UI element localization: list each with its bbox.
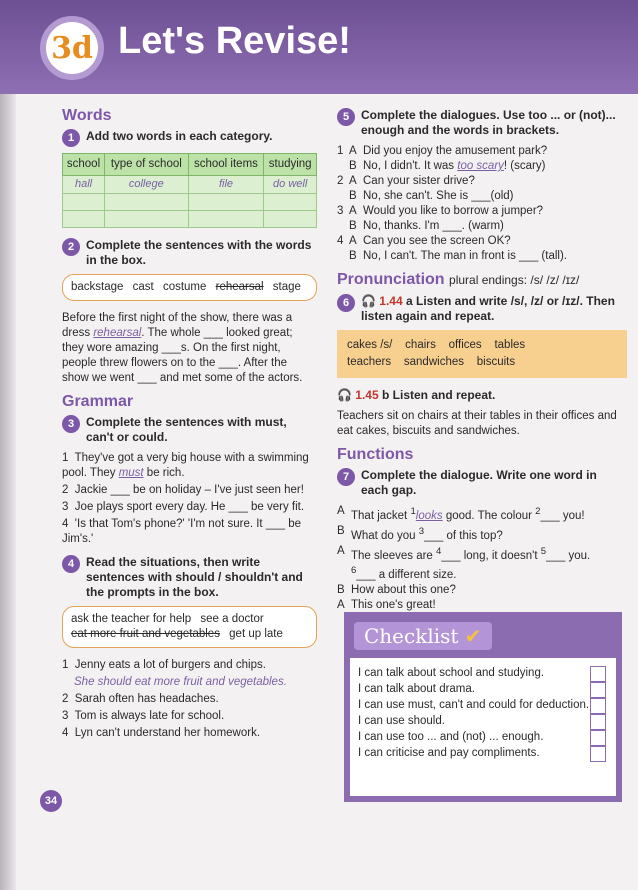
exercise-number: 4	[62, 555, 80, 573]
table-cell[interactable]	[188, 211, 264, 228]
exercise-number: 7	[337, 468, 355, 486]
functions-heading: Functions	[337, 446, 414, 463]
table-cell: do well	[264, 176, 317, 194]
table-cell[interactable]	[264, 194, 317, 211]
grammar-heading: Grammar	[62, 393, 134, 410]
checkbox[interactable]	[590, 730, 606, 746]
checkbox[interactable]	[590, 698, 606, 714]
table-header: school items	[188, 154, 264, 176]
exercise-4-instruction: 4 Read the situations, then write sentences with should / shouldn't and the prompts in the box.	[62, 555, 317, 600]
checkbox[interactable]	[590, 666, 606, 682]
list-item: 3 Joe plays sport every day. He ___ be very fit.	[62, 501, 305, 513]
table-cell[interactable]	[105, 194, 189, 211]
checkbox[interactable]	[590, 682, 606, 698]
pronunciation-heading: Pronunciation plural endings: /s/ /z/ /ɪz/	[337, 271, 580, 288]
dialogue-line: B No, she can't. She is ___(old)	[349, 190, 514, 202]
checklist-item: I can use must, can't and could for deduction.	[358, 698, 616, 714]
table-header: studying	[264, 154, 317, 176]
dialogue-line: $^6$___ a different size.	[351, 565, 457, 582]
dialogue-line: B No, I can't. The man in front is ___ (tall).	[349, 250, 567, 262]
exercise-6a-instruction: 6 🎧 1.44 a Listen and write /s/, /z/ or /ɪz/. Then listen again and repeat.	[337, 294, 627, 324]
list-item: 4 Lyn can't understand her homework.	[62, 727, 261, 739]
exercise-number: 6	[337, 294, 355, 312]
dialogue-line: 1 A Did you enjoy the amusement park?	[337, 145, 548, 157]
headphones-icon[interactable]: 🎧	[337, 388, 352, 402]
category-table	[62, 153, 317, 228]
table-cell: college	[105, 176, 189, 194]
page-number: 34	[40, 790, 62, 812]
table-cell[interactable]	[63, 211, 105, 228]
list-item: 2 Sarah often has headaches.	[62, 693, 219, 705]
dialogue-line: B How about this one?	[337, 584, 456, 597]
dialogue-line: 4 A Can you see the screen OK?	[337, 235, 511, 247]
checkmark-icon: ✔	[464, 624, 482, 648]
exercise-2-text: Before the first night of the show, there was a dress rehearsal. The whole ___ looked great; they wore amazing ___s. On the first night, people threw flowers on to the ___. After the show we went ___ and met some of the actors.	[62, 312, 303, 384]
exercise-5-dialogues	[337, 144, 627, 264]
word-box-item: cast	[132, 281, 154, 293]
table-cell: hall	[63, 176, 105, 194]
table-header: school	[63, 154, 105, 176]
prompt-item: eat more fruit and vegetables	[71, 628, 220, 640]
dialogue-line: 2 A Can your sister drive?	[337, 175, 475, 187]
dialogue-line: A This one's great!	[337, 599, 436, 612]
list-item: She should eat more fruit and vegetables.	[74, 676, 287, 688]
table-cell[interactable]	[264, 211, 317, 228]
word-box-item: costume	[162, 281, 207, 293]
dialogue-line: B No, thanks. I'm ___. (warm)	[349, 220, 504, 232]
checkbox[interactable]	[590, 746, 606, 762]
prompt-box	[62, 606, 317, 648]
checklist-item: I can talk about school and studying.	[358, 666, 616, 682]
header-banner	[0, 0, 638, 94]
checklist-item: I can talk about drama.	[358, 682, 616, 698]
table-cell[interactable]	[188, 194, 264, 211]
exercise-7-instruction: 7 Complete the dialogue. Write one word in each gap.	[337, 468, 627, 498]
dialogue-line: A The sleeves are $^4$___ long, it doesn't $^5$___ you.	[337, 544, 591, 562]
exercise-6b-instruction: 🎧 1.45 b Listen and repeat.	[337, 388, 496, 402]
exercise-number: 3	[62, 415, 80, 433]
prompt-item: ask the teacher for help	[71, 613, 192, 625]
checklist-panel	[344, 612, 622, 802]
word-box	[62, 274, 317, 301]
checklist-title: Checklist ✔	[354, 622, 492, 650]
exercise-3-instruction: 3 Complete the sentences with must, can't or could.	[62, 415, 317, 445]
table-cell: file	[188, 176, 264, 194]
dialogue-line: B No, I didn't. It was too scary! (scary)	[349, 160, 546, 172]
word-box-item: stage	[272, 281, 301, 293]
words-heading: Words	[62, 107, 112, 124]
checklist-item: I can criticise and pay compliments.	[358, 746, 616, 762]
prompt-item: see a doctor	[200, 613, 264, 625]
checklist-items	[350, 658, 616, 796]
left-column	[62, 108, 317, 749]
list-item: 2 Jackie ___ be on holiday – I've just seen her!	[62, 484, 304, 496]
right-column	[337, 108, 627, 621]
list-item: 1 They've got a very big house with a swimming pool. They must be rich.	[62, 452, 309, 479]
page-title: Let's Revise!	[118, 20, 351, 62]
list-item: 1 Jenny eats a lot of burgers and chips.	[62, 659, 266, 671]
pronunciation-text: Teachers sit on chairs at their tables in their offices and eat cakes, biscuits and sandwiches.	[337, 410, 617, 437]
dialogue-line: B What do you $^3$___ of this top?	[337, 524, 503, 542]
word-box-item: rehearsal	[215, 281, 264, 293]
word-box-item: backstage	[71, 281, 124, 293]
exercise-4-list	[62, 658, 317, 741]
checklist-item: I can use too ... and (not) ... enough.	[358, 730, 616, 746]
exercise-5-instruction: 5 Complete the dialogues. Use too ... or (not)... enough and the words in brackets.	[337, 108, 627, 138]
exercise-7-dialogue	[337, 504, 627, 613]
dialogue-line: A That jacket $^1$looks good. The colour $^2$___ you!	[337, 505, 585, 522]
exercise-2-instruction: 2 Complete the sentences with the words in the box.	[62, 238, 317, 268]
checkbox[interactable]	[590, 714, 606, 730]
checklist-item: I can use should.	[358, 714, 616, 730]
exercise-number: 1	[62, 129, 80, 147]
exercise-1-instruction: 1 Add two words in each category.	[62, 129, 317, 147]
exercise-number: 2	[62, 238, 80, 256]
list-item: 3 Tom is always late for school.	[62, 710, 225, 722]
list-item: 4 'Is that Tom's phone?' 'I'm not sure. It ___ be Jim's.'	[62, 518, 302, 545]
pronunciation-box: cakes /s/ chairs offices tables teachers sandwiches biscuits	[337, 330, 627, 378]
unit-badge: 3d	[40, 16, 104, 80]
prompt-item: get up late	[229, 628, 283, 640]
exercise-3-list	[62, 451, 317, 547]
table-cell[interactable]	[63, 194, 105, 211]
dialogue-line: 3 A Would you like to borrow a jumper?	[337, 205, 544, 217]
table-header: type of school	[105, 154, 189, 176]
table-cell[interactable]	[105, 211, 189, 228]
exercise-number: 5	[337, 108, 355, 126]
book-spine	[0, 0, 16, 890]
headphones-icon[interactable]: 🎧	[361, 294, 376, 308]
